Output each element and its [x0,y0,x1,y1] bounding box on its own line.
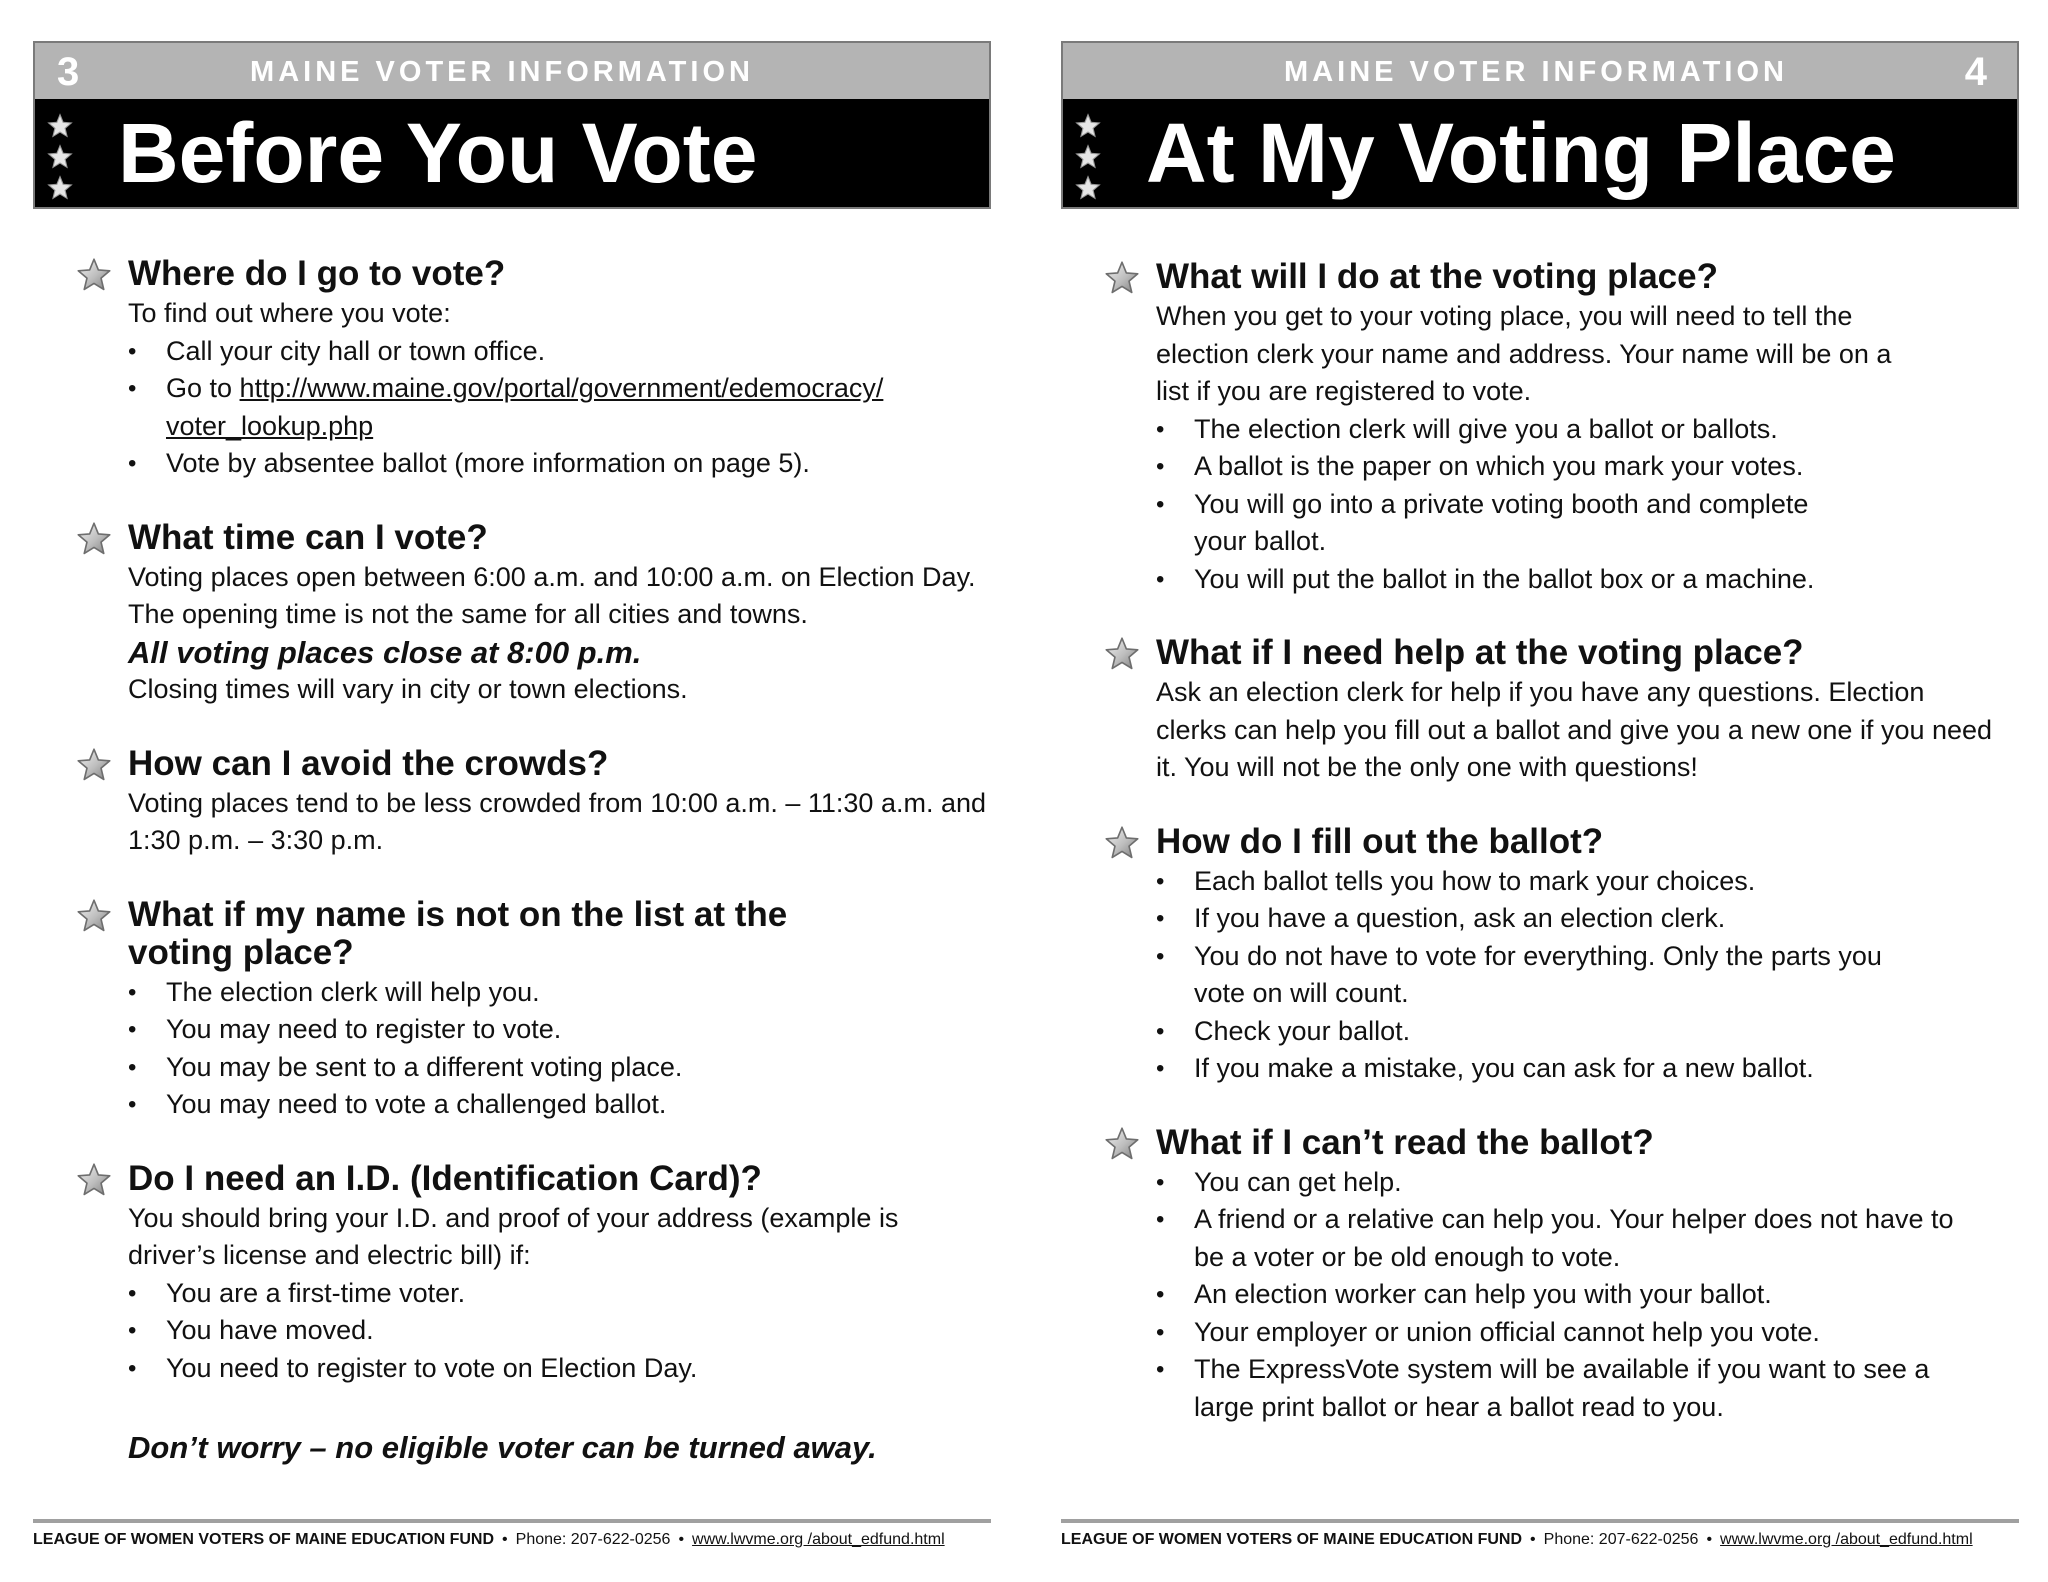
question-heading: What if my name is not on the list at the voting place? [128,894,788,972]
question-heading: What will I do at the voting place? [1156,257,1718,296]
content [1156,258,2036,1462]
star-icon [1104,260,1140,296]
content [128,255,1008,1503]
footer-org: LEAGUE OF WOMEN VOTERS OF MAINE EDUCATION FUND [33,1531,495,1548]
section-header [1061,41,2019,99]
body-text: Voting places open between 6:00 a.m. and 10:00 a.m. on Election Day. The opening time is not the same for all cities and towns. [128,561,976,629]
left-page [33,0,1033,1582]
footer [33,1519,991,1549]
list-item: • Your employer or union official cannot help you vote. [1156,1314,2036,1352]
qa-section [128,1160,1008,1468]
star-icon [76,1162,112,1198]
list-item: • An election worker can help you with your ballot. [1156,1276,2036,1314]
bullet-list [1156,411,1916,599]
bullet-list [1156,863,2036,1088]
page-title: At My Voting Place [1146,106,1896,200]
right-page [1061,0,2048,1582]
qa-section [128,255,1008,483]
list-item: • You may need to vote a challenged ballot. [128,1086,1008,1124]
qa-section [128,896,1008,1124]
body-text: Voting places tend to be less crowded from 10:00 a.m. – 11:30 a.m. and 1:30 p.m. – 3:30 p.m. [128,787,987,855]
list-item: • The election clerk will help you. [128,974,1008,1012]
list-item: • If you make a mistake, you can ask for a new ballot. [1156,1050,2036,1088]
bullet-list [1156,1164,2036,1427]
list-item: • You may need to register to vote. [128,1011,1008,1049]
qa-section [1156,1124,2036,1427]
list-item: • Call your city hall or town office. [128,333,1008,371]
list-item: • Vote by absentee ballot (more information on page 5). [128,445,1008,483]
intro-text: To find out where you vote: [128,298,451,328]
emphasis-text: All voting places close at 8:00 p.m. [128,634,642,670]
star-icon [1104,636,1140,672]
link-prefix: Go to [166,373,240,403]
list-item: • The ExpressVote system will be available if you want to see a large print ballot or hear a ballot read to you. [1156,1351,1934,1426]
qa-section [1156,823,2036,1088]
star-icon [1104,1126,1140,1162]
list-item: • You will put the ballot in the ballot box or a machine. [1156,561,1916,599]
question-heading: How do I fill out the ballot? [1156,821,1604,861]
footer-url[interactable]: www.lwvme.org /about_edfund.html [692,1531,945,1548]
list-item: • You may be sent to a different voting place. [128,1049,1008,1087]
star-icon [76,521,112,557]
list-item: • You are a first-time voter. [128,1275,1008,1313]
bullet-list [128,1275,1008,1388]
footer-separator: • [1706,1531,1713,1548]
title-stars [1075,113,1101,206]
page-number: 3 [57,50,80,94]
list-item [128,370,1008,445]
star-icon [76,257,112,293]
section-header [33,41,991,99]
page-title: Before You Vote [118,106,758,200]
question-heading: What time can I vote? [128,517,488,557]
title-stars [47,113,73,206]
list-item: • A friend or a relative can help you. Your helper does not have to be a voter or be old enough to vote. [1156,1201,1954,1276]
page-number: 4 [1964,50,1987,94]
star-icon [47,113,73,139]
qa-section [128,745,1008,860]
section-label: MAINE VOTER INFORMATION [250,56,754,88]
star-icon [47,144,73,170]
voter-lookup-link[interactable]: http://www.maine.gov/portal/government/edemocracy/ [239,373,884,403]
footer-url[interactable]: www.lwvme.org /about_edfund.html [1720,1531,1973,1548]
body-text: Ask an election clerk for help if you have any questions. Election clerks can help you fill out a ballot and give you a new one if you need it. You will not be the only one with questions! [1156,677,1993,782]
footer [1061,1519,2019,1549]
section-label: MAINE VOTER INFORMATION [1284,56,1788,88]
star-icon [1075,144,1101,170]
qa-section [128,519,1008,709]
voter-lookup-link-cont[interactable]: voter_lookup.php [166,410,374,441]
star-icon [76,898,112,934]
footer-org: LEAGUE OF WOMEN VOTERS OF MAINE EDUCATION FUND [1061,1531,1523,1548]
list-item: • You need to register to vote on Election Day. [128,1350,1008,1388]
footer-phone: Phone: 207-622-0256 [515,1531,671,1548]
qa-section [1156,634,2036,787]
star-icon [1075,175,1101,201]
title-bar [1061,99,2019,209]
footer-separator: • [502,1531,508,1548]
list-item: • Check your ballot. [1156,1013,2036,1051]
question-heading: How can I avoid the crowds? [128,743,609,783]
star-icon [47,175,73,201]
star-icon [1075,113,1101,139]
list-item: • A ballot is the paper on which you mark your votes. [1156,448,1916,486]
body-text: When you get to your voting place, you will need to tell the election clerk your name and address. Your name will be on a list if you are registered to vote. [1156,301,1892,406]
closing-text: Don’t worry – no eligible voter can be turned away. [128,1430,877,1465]
footer-phone: Phone: 207-622-0256 [1543,1531,1699,1548]
list-item: • You will go into a private voting booth and complete your ballot. [1156,486,1834,561]
star-icon [1104,825,1140,861]
list-item: • The election clerk will give you a ballot or ballots. [1156,411,1916,449]
bullet-list [128,333,1008,483]
body-text: Closing times will vary in city or town elections. [128,674,688,704]
footer-separator: • [678,1531,685,1548]
bullet-list [128,974,1008,1124]
footer-separator: • [1530,1531,1536,1548]
question-heading: What if I need help at the voting place? [1156,633,1804,672]
list-item: • If you have a question, ask an election clerk. [1156,900,2036,938]
question-heading: Do I need an I.D. (Identification Card)? [128,1158,762,1198]
list-item: • You have moved. [128,1312,1008,1350]
title-bar [33,99,991,209]
qa-section [1156,258,2036,598]
question-heading: What if I can’t read the ballot? [1156,1122,1654,1162]
list-item: • You do not have to vote for everything. Only the parts you vote on will count. [1156,938,1914,1013]
question-heading: Where do I go to vote? [128,254,506,293]
list-item: • Each ballot tells you how to mark your choices. [1156,863,2036,901]
list-item: • You can get help. [1156,1164,2036,1202]
star-icon [76,747,112,783]
body-text: You should bring your I.D. and proof of your address (example is driver’s license and electric bill) if: [128,1202,899,1270]
